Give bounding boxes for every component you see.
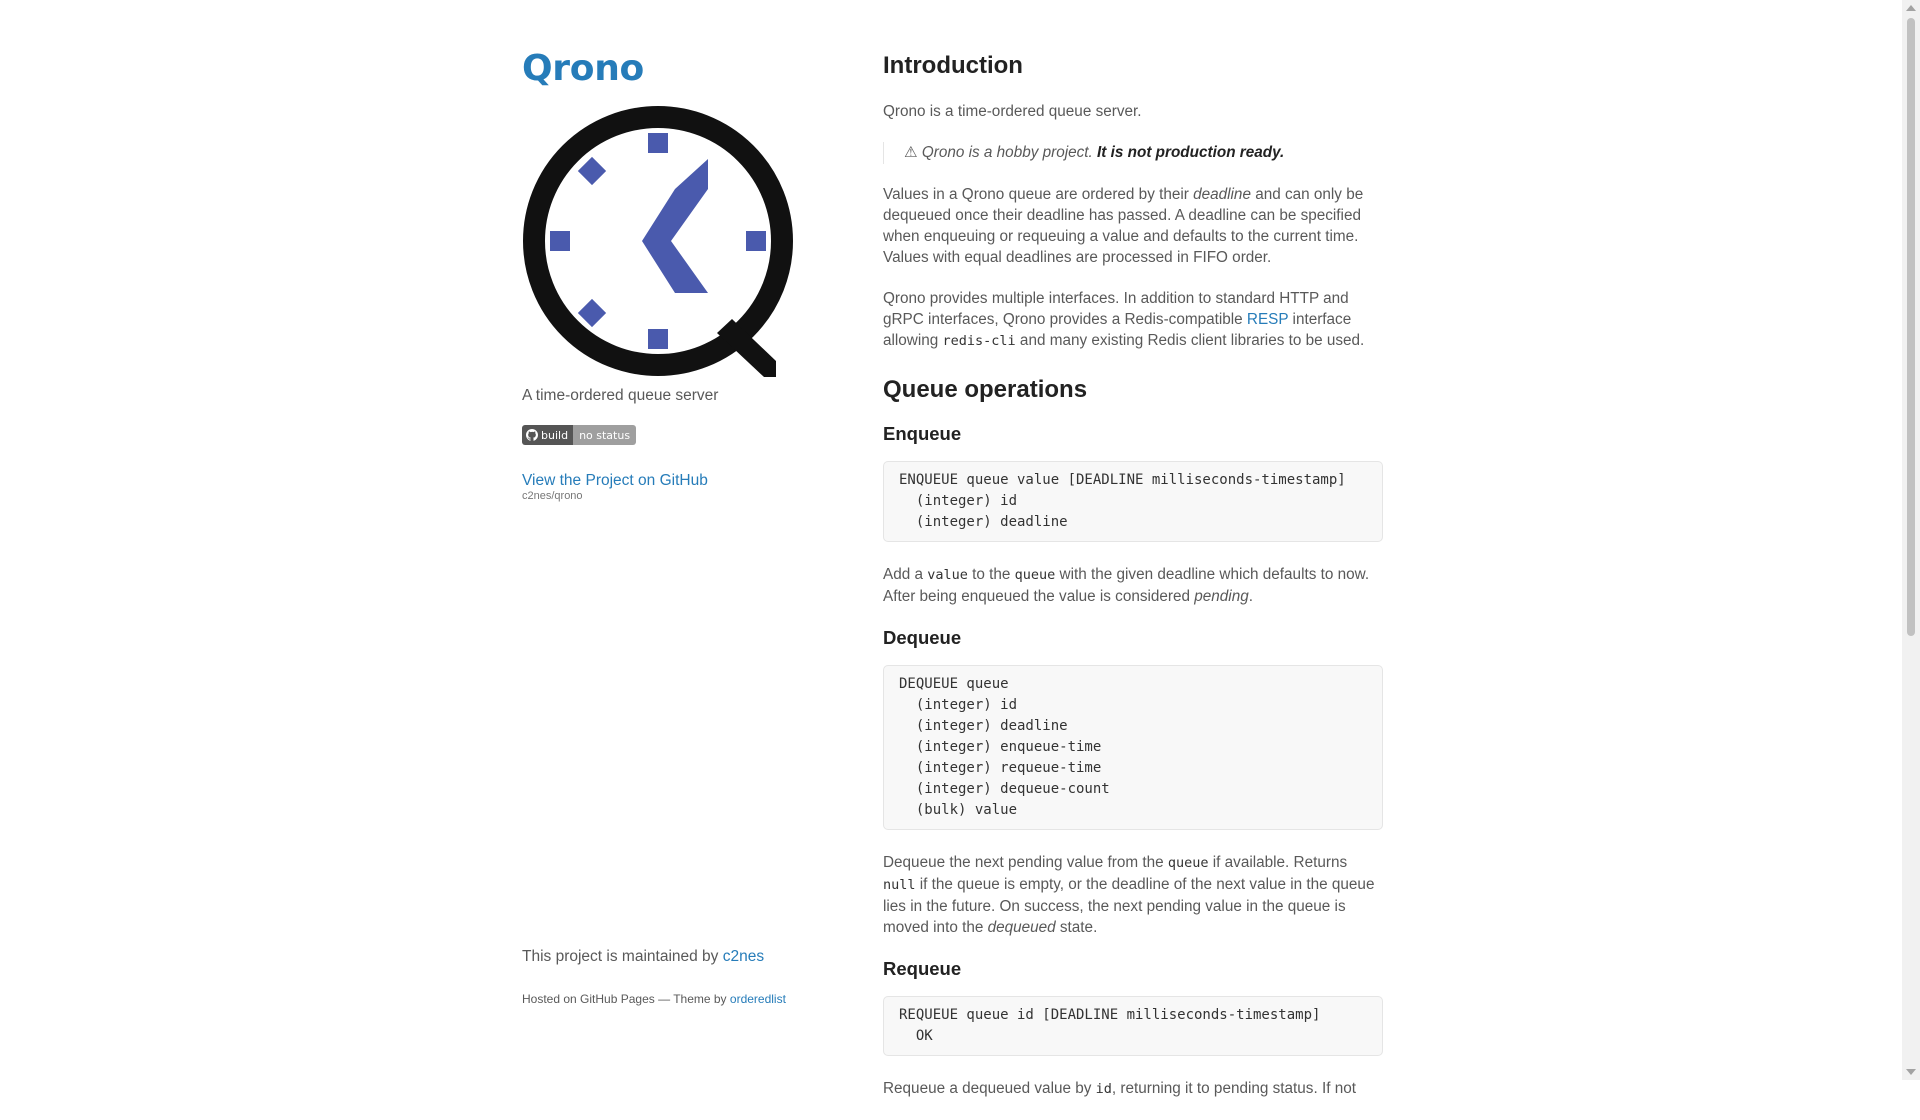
main-content — [883, 52, 1383, 1120]
intro-paragraph: Qrono is a time-ordered queue server. — [883, 102, 1142, 120]
dequeue-code-block: DEQUEUE queue (integer) id (integer) deadline (integer) enqueue-time (integer) requeue-time (integer) dequeue-count (bulk) value — [883, 665, 1383, 830]
maintained-by — [522, 948, 764, 966]
warning-icon: ⚠ — [904, 143, 918, 161]
maintained-prefix: This project is maintained by — [522, 948, 719, 965]
scroll-down-icon[interactable] — [1906, 1069, 1916, 1075]
requeue-description: Requeue a dequeued value by id, returning it to pending status. If not — [883, 1080, 1356, 1098]
enqueue-heading: Enqueue — [883, 422, 962, 444]
badge-left — [522, 425, 573, 445]
dequeue-description: Dequeue the next pending value from the queue if available. Returns null if the queue is empty, or the deadline of the next value in the queue lies in the future. On success, the next pending value in the queue is moved into the dequeued state. — [883, 853, 1375, 936]
redis-cli-code: redis-cli — [942, 332, 1016, 349]
requeue-heading: Requeue — [883, 957, 962, 979]
github-repo-name: c2nes/qrono — [522, 490, 583, 502]
dequeue-heading: Dequeue — [883, 626, 962, 648]
resp-link[interactable]: RESP — [1246, 310, 1289, 328]
theme-author-link[interactable]: orderedlist — [729, 992, 786, 1006]
requeue-code-block: REQUEUE queue id [DEADLINE milliseconds-timestamp] OK — [883, 996, 1383, 1056]
badge-left-label: build — [541, 428, 569, 442]
warning-text: Qrono is a hobby project. — [917, 143, 1098, 161]
sidebar — [522, 48, 822, 502]
warning-blockquote — [883, 142, 1383, 164]
vertical-scrollbar[interactable] — [1902, 0, 1920, 1080]
intro-heading: Introduction — [883, 52, 1023, 79]
clock-q-logo-icon[interactable] — [522, 105, 794, 377]
github-icon — [526, 429, 538, 441]
maintainer-link[interactable]: c2nes — [722, 948, 765, 965]
hosted-prefix: Hosted on GitHub Pages — Theme by — [522, 992, 727, 1006]
warning-strong: It is not production ready. — [1097, 143, 1285, 161]
deadline-paragraph: Values in a Qrono queue are ordered by their deadline and can only be dequeued once their deadline has passed. A deadline can be specified when enqueuing or requeuing a value and defaults to the current time. Values with equal deadlines are processed in FIFO order. — [883, 185, 1364, 266]
enqueue-code-block: ENQUEUE queue value [DEADLINE milliseconds-timestamp] (integer) id (integer) deadline — [883, 461, 1383, 542]
hosted-on — [522, 992, 786, 1006]
badge-right-label: no status — [573, 425, 636, 445]
github-project-link[interactable]: View the Project on GitHub — [522, 472, 708, 489]
scroll-up-icon[interactable] — [1906, 5, 1916, 11]
scrollbar-thumb[interactable] — [1907, 18, 1915, 636]
build-status-badge[interactable] — [522, 425, 636, 445]
enqueue-description: Add a value to the queue with the given deadline which defaults to now. After being enqueued the value is considered pending. — [883, 565, 1370, 605]
interfaces-paragraph: Qrono provides multiple interfaces. In addition to standard HTTP and gRPC interfaces, Qrono provides a Redis-compatible RESP interface allowing redis-cli and many existing Redis client libraries to be used. — [883, 289, 1365, 349]
queue-ops-heading: Queue operations — [883, 375, 1088, 403]
tagline: A time-ordered queue server — [522, 387, 719, 404]
site-title-link[interactable]: Qrono — [522, 48, 644, 89]
